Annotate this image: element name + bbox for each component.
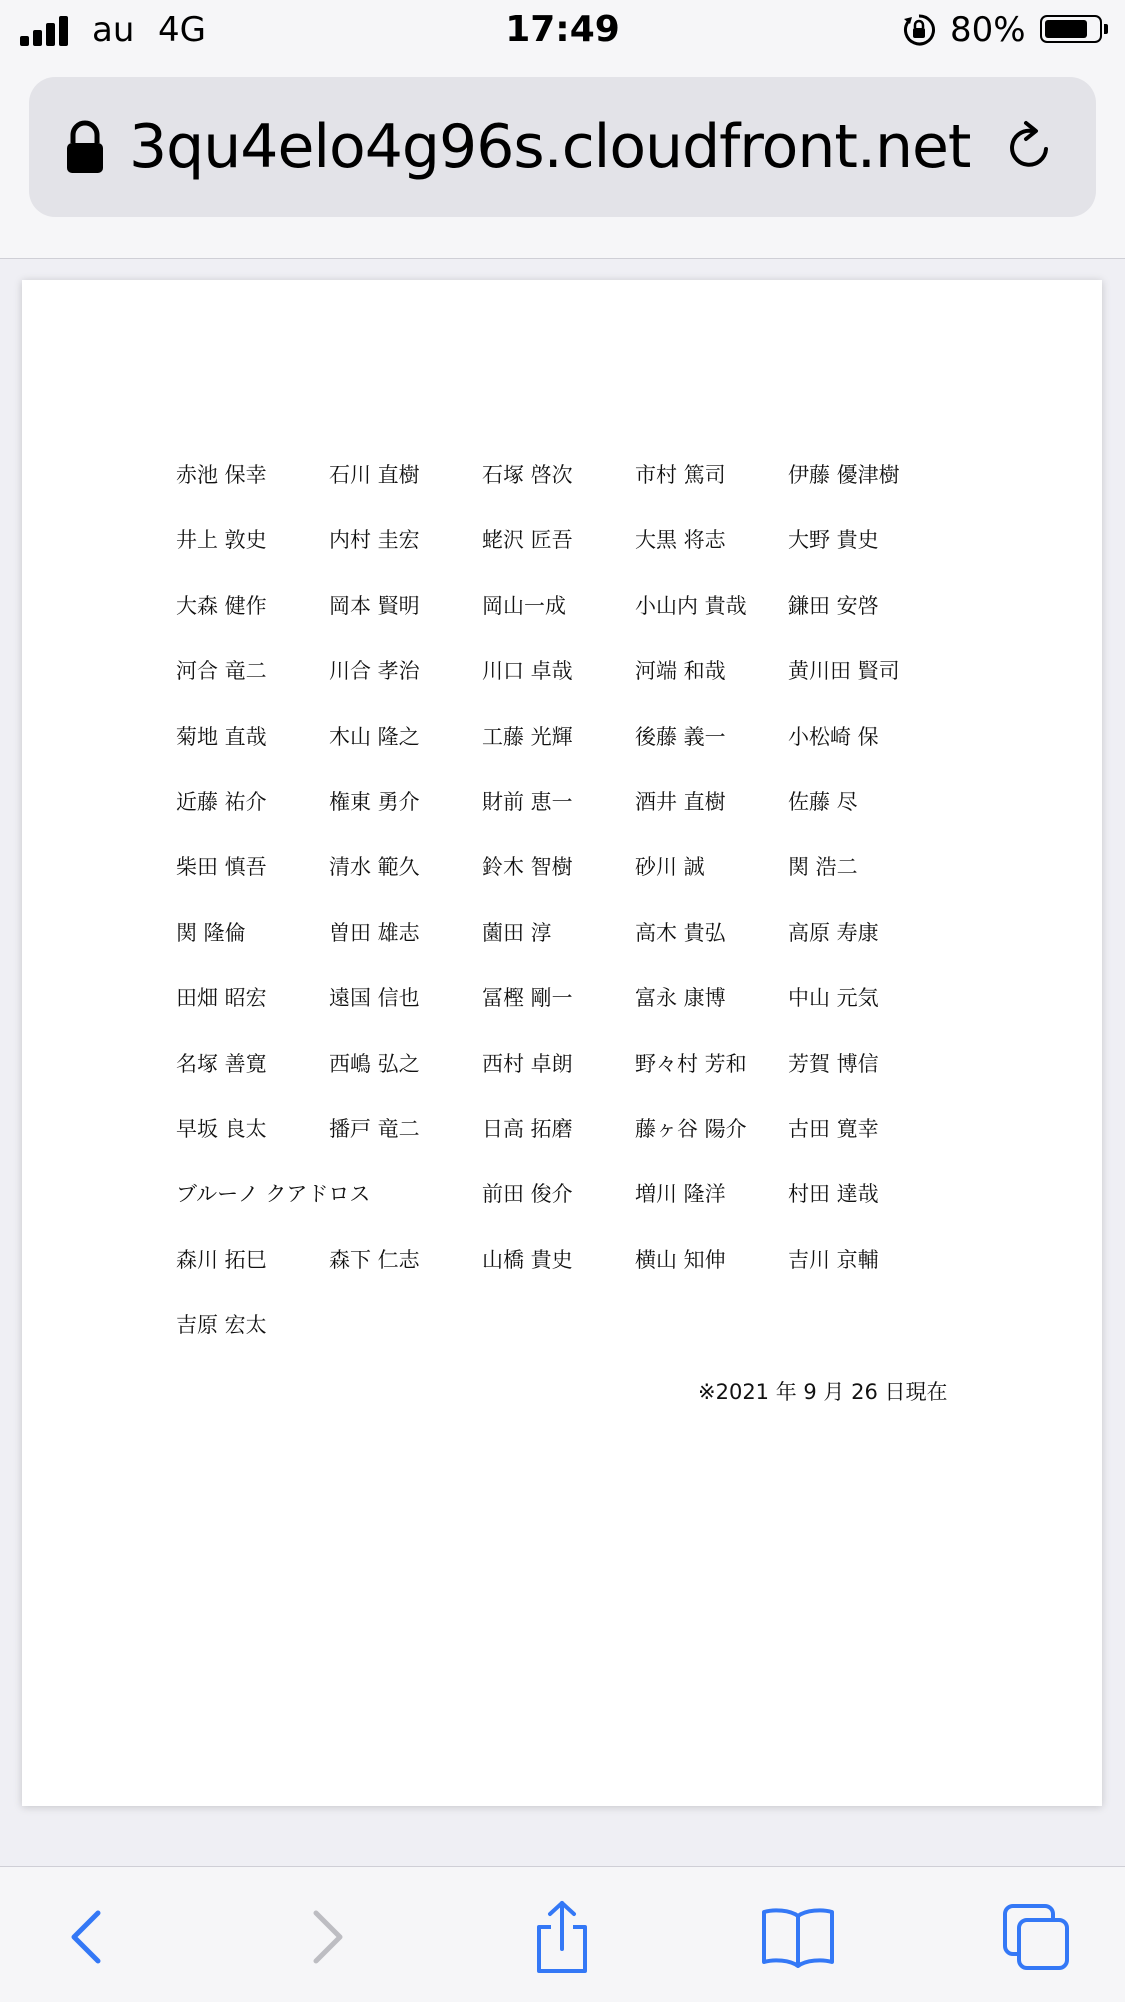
player-name: 西村 卓朗 — [482, 1052, 573, 1076]
player-name: 砂川 誠 — [635, 855, 705, 879]
as-of-date-note: ※2021 年 9 月 26 日現在 — [698, 1380, 948, 1404]
player-name: 大黒 将志 — [635, 528, 726, 552]
player-name: 古田 寛幸 — [788, 1117, 879, 1141]
player-name: 藤ヶ谷 陽介 — [635, 1117, 747, 1141]
player-name: 日高 拓磨 — [482, 1117, 573, 1141]
player-name: 近藤 祐介 — [176, 790, 267, 814]
player-name: 薗田 淳 — [482, 921, 552, 945]
player-name: 高原 寿康 — [788, 921, 879, 945]
player-name: 吉川 京輔 — [788, 1248, 879, 1272]
player-name: 播戸 竜二 — [329, 1117, 420, 1141]
player-name: 石川 直樹 — [329, 463, 420, 487]
player-name: 名塚 善寛 — [176, 1052, 267, 1076]
player-name: 森下 仁志 — [329, 1248, 420, 1272]
player-name: 酒井 直樹 — [635, 790, 726, 814]
player-name: ブルーノ クアドロス — [176, 1182, 371, 1206]
book-icon — [760, 1906, 836, 1968]
player-name: 石塚 啓次 — [482, 463, 573, 487]
player-name: 木山 隆之 — [329, 725, 420, 749]
player-name: 佐藤 尽 — [788, 790, 858, 814]
reload-icon[interactable] — [1002, 119, 1058, 175]
player-name: 川合 孝治 — [329, 659, 420, 683]
player-name: 曽田 雄志 — [329, 921, 420, 945]
player-name: 野々村 芳和 — [635, 1052, 747, 1076]
player-name: 関 浩二 — [788, 855, 858, 879]
player-name: 関 隆倫 — [176, 921, 246, 945]
battery-fill — [1045, 20, 1087, 38]
share-button[interactable] — [522, 1897, 602, 1977]
player-name: 田畑 昭宏 — [176, 986, 267, 1010]
player-name: 横山 知伸 — [635, 1248, 726, 1272]
player-name: 後藤 義一 — [635, 725, 726, 749]
player-name: 市村 篤司 — [635, 463, 726, 487]
player-name: 河端 和哉 — [635, 659, 726, 683]
player-name: 蛯沢 匠吾 — [482, 528, 573, 552]
player-name: 早坂 良太 — [176, 1117, 267, 1141]
status-time: 17:49 — [505, 9, 620, 50]
player-name: 財前 恵一 — [482, 790, 573, 814]
player-name: 鎌田 安啓 — [788, 594, 879, 618]
player-name: 芳賀 博信 — [788, 1052, 879, 1076]
player-name: 西嶋 弘之 — [329, 1052, 420, 1076]
player-name: 伊藤 優津樹 — [788, 463, 900, 487]
player-name: 大野 貴史 — [788, 528, 879, 552]
player-name: 大森 健作 — [176, 594, 267, 618]
player-name: 菊地 直哉 — [176, 725, 267, 749]
player-name: 遠国 信也 — [329, 986, 420, 1010]
player-name: 内村 圭宏 — [329, 528, 420, 552]
browser-top-chrome — [0, 0, 1125, 259]
chevron-right-icon — [308, 1907, 348, 1967]
document-page — [22, 280, 1102, 1806]
player-name: 森川 拓巳 — [176, 1248, 267, 1272]
battery-percent: 80% — [950, 10, 1026, 50]
player-name: 小山内 貴哉 — [635, 594, 747, 618]
player-name: 吉原 宏太 — [176, 1313, 267, 1337]
player-name: 黄川田 賢司 — [788, 659, 900, 683]
player-name: 冨樫 剛一 — [482, 986, 573, 1010]
player-name: 村田 達哉 — [788, 1182, 879, 1206]
url-text[interactable]: 3qu4elo4g96s.cloudfront.net — [129, 112, 971, 182]
forward-button[interactable] — [288, 1897, 368, 1977]
share-icon — [531, 1899, 593, 1975]
carrier-label: au — [92, 10, 135, 50]
player-name: 河合 竜二 — [176, 659, 267, 683]
player-name: 井上 敦史 — [176, 528, 267, 552]
tabs-button[interactable] — [996, 1897, 1076, 1977]
player-name: 高木 貴弘 — [635, 921, 726, 945]
battery-icon — [1040, 15, 1102, 43]
network-type-label: 4G — [158, 10, 206, 50]
bookmarks-button[interactable] — [758, 1897, 838, 1977]
address-bar[interactable] — [29, 77, 1096, 217]
browser-bottom-toolbar — [0, 1866, 1125, 2002]
player-name: 増川 隆洋 — [635, 1182, 726, 1206]
player-name: 柴田 慎吾 — [176, 855, 267, 879]
player-name: 岡山一成 — [482, 594, 566, 618]
status-bar — [0, 0, 1125, 62]
player-name: 赤池 保幸 — [176, 463, 267, 487]
tabs-icon — [1001, 1902, 1071, 1972]
player-name: 清水 範久 — [329, 855, 420, 879]
player-name: 鈴木 智樹 — [482, 855, 573, 879]
player-name: 川口 卓哉 — [482, 659, 573, 683]
player-name: 岡本 賢明 — [329, 594, 420, 618]
player-name: 前田 俊介 — [482, 1182, 573, 1206]
player-name: 山橋 貴史 — [482, 1248, 573, 1272]
player-name: 工藤 光輝 — [482, 725, 573, 749]
player-name: 中山 元気 — [788, 986, 879, 1010]
orientation-lock-icon — [902, 13, 936, 47]
back-button[interactable] — [46, 1897, 126, 1977]
player-name: 権東 勇介 — [329, 790, 420, 814]
lock-icon — [63, 119, 107, 175]
chevron-left-icon — [66, 1907, 106, 1967]
player-name: 小松崎 保 — [788, 725, 879, 749]
player-name: 富永 康博 — [635, 986, 726, 1010]
